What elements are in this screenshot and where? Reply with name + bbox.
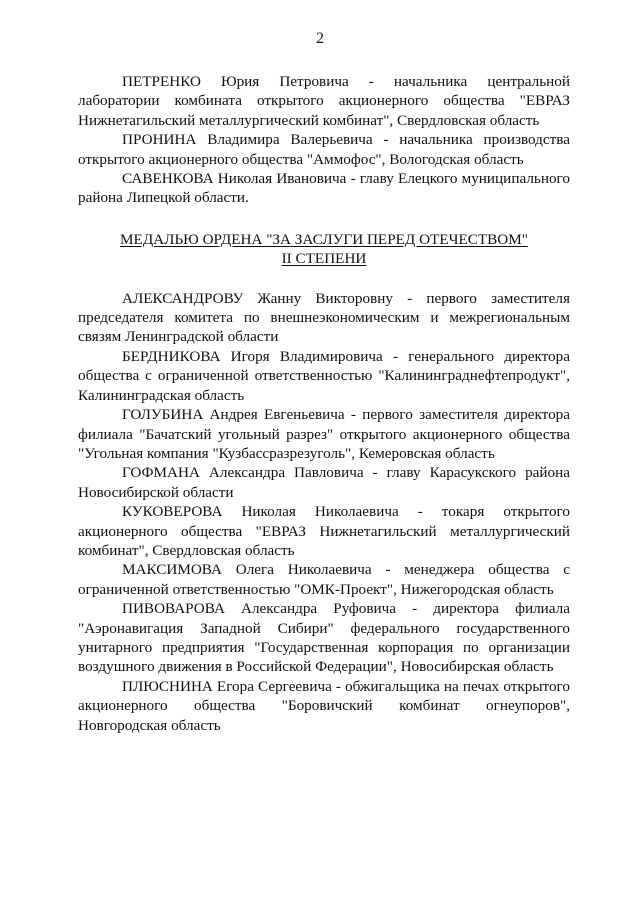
award-entry-pronin: ПРОНИНА Владимира Валерьевича - начальника производства открытого акционерного общества "Аммофос", Вологодская область <box>78 131 570 168</box>
section-heading <box>78 230 570 269</box>
award-entry-savenkov: САВЕНКОВА Николая Ивановича - главу Елецкого муниципального района Липецкой области. <box>78 170 570 207</box>
award-entry-aleksandrova: АЛЕКСАНДРОВУ Жанну Викторовну - первого заместителя председателя комитета по внешнеэкономическим и межрегиональным связям Ленинградской области <box>78 289 570 346</box>
award-entry-golubin: ГОЛУБИНА Андрея Евгеньевича - первого заместителя директора филиала "Бачатский угольный разрез" открытого акционерного общества "Угольная компания "Кузбассразрезуголь", Кемеровская область <box>78 406 570 462</box>
award-entry-petrenko: ПЕТРЕНКО Юрия Петровича - начальника центральной лаборатории комбината открытого акционерного общества "ЕВРАЗ Нижнетагильский металлургический комбинат", Свердловская область <box>78 73 570 129</box>
award-entry-plyusnin: ПЛЮСНИНА Егора Сергеевича - обжигальщика на печах открытого акционерного общества "Боровичский комбинат огнеупоров", Новгородская область <box>78 677 570 734</box>
award-entry-berdnikov: БЕРДНИКОВА Игоря Владимировича - генерального директора общества с ограниченной ответственностью "Калининграднефтепродукт", Калининградская область <box>78 347 570 404</box>
award-entry-maksimov: МАКСИМОВА Олега Николаевича - менеджера общества с ограниченной ответственностью "ОМК-Проект", Нижегородская область <box>78 561 570 598</box>
section-heading-line1: МЕДАЛЬЮ ОРДЕНА "ЗА ЗАСЛУГИ ПЕРЕД ОТЕЧЕСТВОМ" <box>120 230 528 248</box>
award-entry-gofman: ГОФМАНА Александра Павловича - главу Карасукского района Новосибирской области <box>78 464 570 501</box>
page-number: 2 <box>316 30 324 47</box>
award-entry-pivovarov: ПИВОВАРОВА Александра Руфовича - директора филиала "Аэронавигация Западной Сибири" федерального государственного унитарного предприятия "Государственная корпорация по организации воздушного движения в Российской Федерации", Новосибирская область <box>78 600 570 676</box>
section-heading-line2: II СТЕПЕНИ <box>281 250 367 268</box>
document-body <box>78 72 570 735</box>
award-entry-kukoverov: КУКОВЕРОВА Николая Николаевича - токаря открытого акционерного общества "ЕВРАЗ Нижнетагильский металлургический комбинат", Свердловская область <box>78 503 570 559</box>
